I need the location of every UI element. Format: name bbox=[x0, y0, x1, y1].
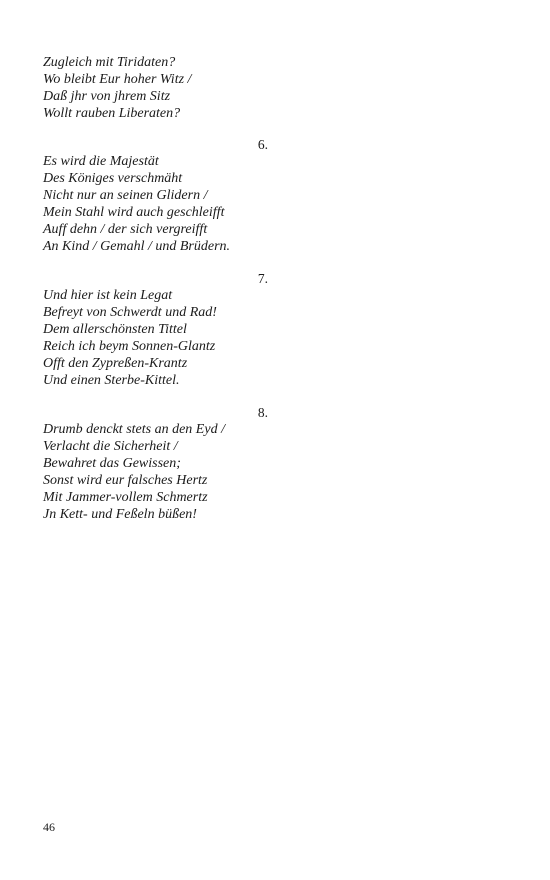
stanza-number: 7. bbox=[257, 271, 268, 286]
verse-line: Sonst wird eur falsches Hertz bbox=[43, 473, 208, 488]
verse-line: Des Königes verschmäht bbox=[43, 171, 183, 186]
verse-line: Mit Jammer-vollem Schmertz bbox=[43, 490, 208, 505]
verse-line: Verlacht die Sicherheit / bbox=[43, 439, 178, 454]
stanza-continuation bbox=[43, 54, 268, 122]
verse-line: Bewahret das Gewissen; bbox=[43, 456, 181, 471]
page-number: 46 bbox=[43, 820, 55, 834]
verse-line: Wollt rauben Liberaten? bbox=[43, 106, 181, 121]
verse-line: Daß jhr von jhrem Sitz bbox=[43, 89, 171, 104]
verse-line: Wo bleibt Eur hoher Witz / bbox=[43, 72, 192, 87]
verse-line: Befreyt von Schwerdt und Rad! bbox=[43, 305, 217, 320]
verse-line: Mein Stahl wird auch geschleifft bbox=[43, 205, 225, 220]
verse-line: Auff dehn / der sich vergreifft bbox=[43, 222, 208, 237]
verse-line: Dem allerschönsten Tittel bbox=[43, 322, 187, 337]
verse-line: Und einen Sterbe-Kittel. bbox=[43, 373, 180, 388]
verse-line: Es wird die Majestät bbox=[43, 154, 159, 169]
verse-line: Drumb denckt stets an den Eyd / bbox=[43, 422, 225, 437]
stanza-number: 6. bbox=[257, 137, 268, 152]
verse-line: Offt den Zypreßen-Krantz bbox=[43, 356, 188, 371]
verse-line: Und hier ist kein Legat bbox=[43, 288, 173, 303]
verse-line: Zugleich mit Tiridaten? bbox=[43, 55, 176, 70]
verse-line: Jn Kett- und Feßeln büßen! bbox=[43, 507, 197, 522]
verse-line: Nicht nur an seinen Glidern / bbox=[43, 188, 208, 203]
stanza-number: 8. bbox=[257, 405, 268, 420]
verse-line: Reich ich beym Sonnen-Glantz bbox=[43, 339, 216, 354]
verse-line: An Kind / Gemahl / und Brüdern. bbox=[43, 239, 231, 254]
